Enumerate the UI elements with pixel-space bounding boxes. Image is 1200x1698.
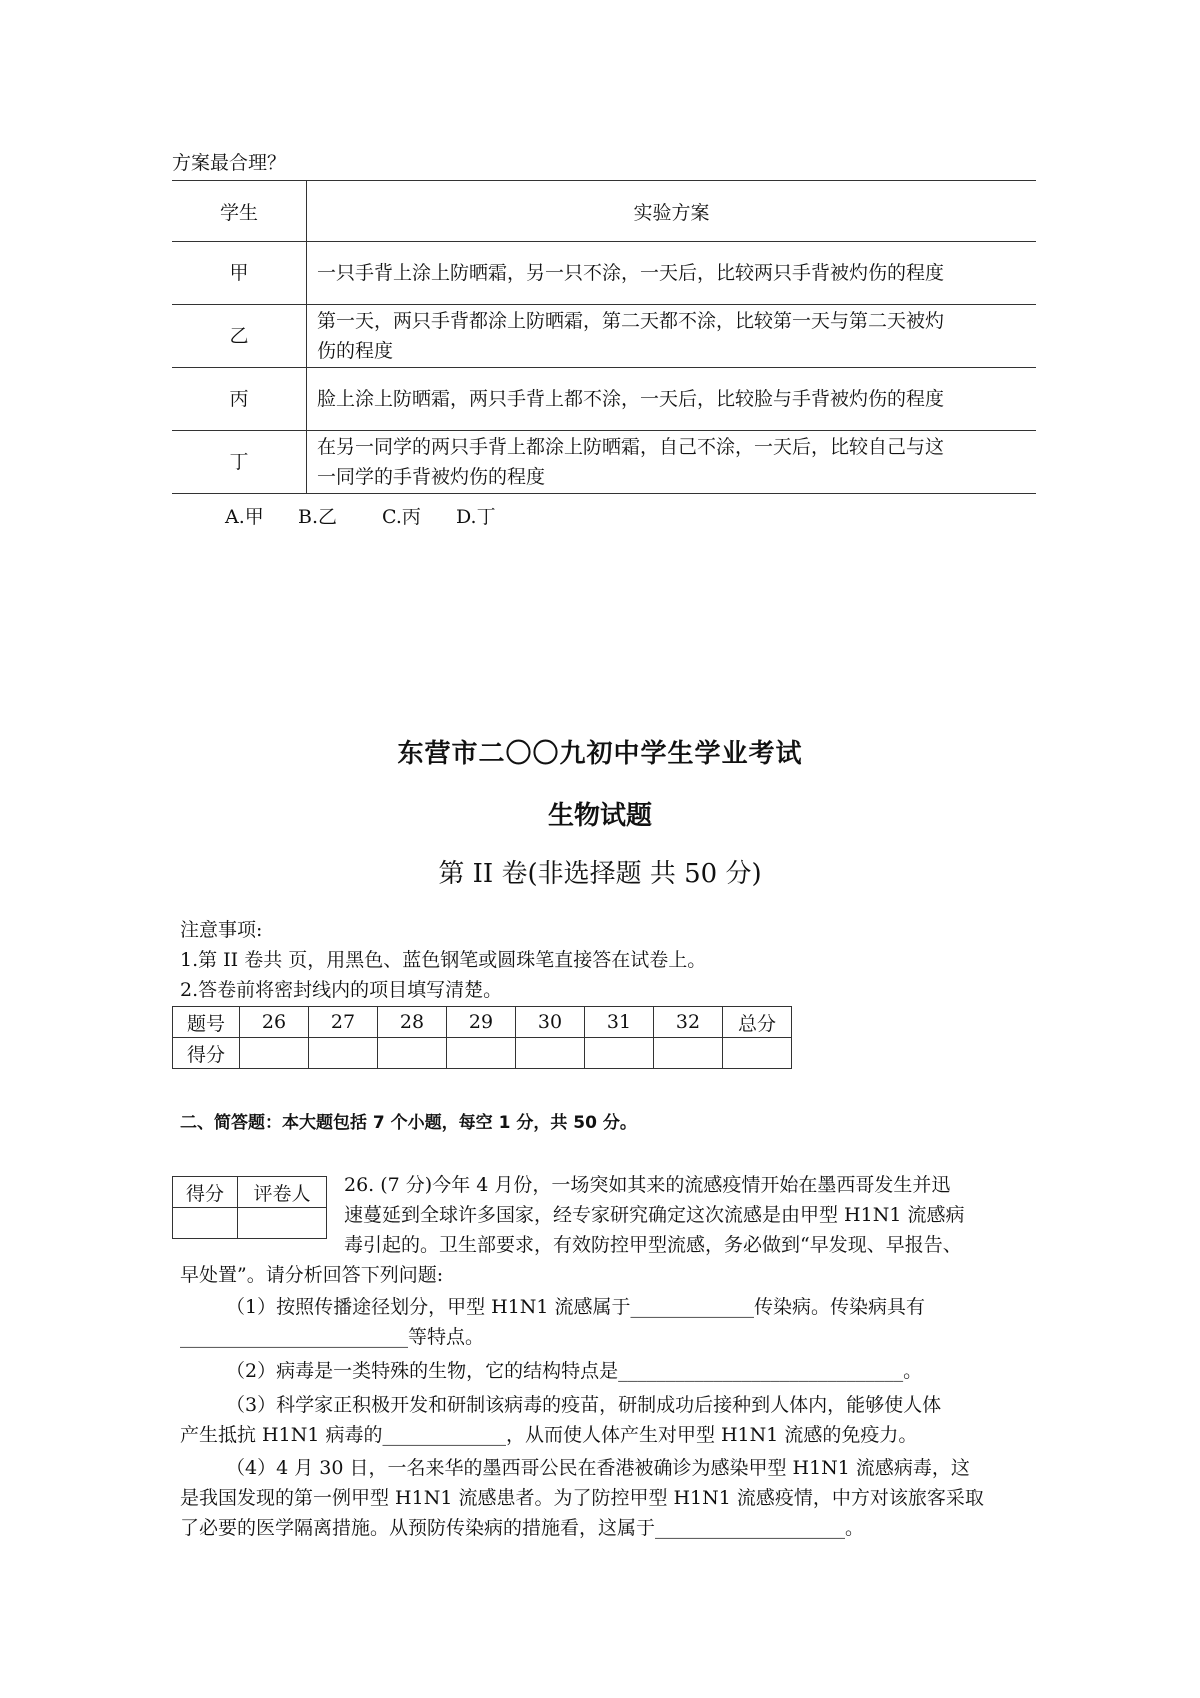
score-cell: 总分 bbox=[723, 1007, 792, 1038]
grader-row bbox=[173, 1208, 327, 1239]
section-title: 第 II 卷(非选择题 共 50 分) bbox=[438, 859, 762, 889]
score-input-cell[interactable] bbox=[240, 1038, 309, 1069]
score-cell: 28 bbox=[378, 1007, 447, 1038]
score-input-cell[interactable] bbox=[447, 1038, 516, 1069]
plan-cell bbox=[307, 431, 1037, 494]
plan-cell bbox=[307, 305, 1037, 368]
grader-name-label: 评卷人 bbox=[238, 1177, 327, 1208]
notes-item-1: 1.第 II 卷共 页，用黑色、蓝色钢笔或圆珠笔直接答在试卷上。 bbox=[180, 949, 707, 971]
q26-sub3-line-1: （3）科学家正积极开发和研制该病毒的疫苗，研制成功后接种到人体内，能够使人体 bbox=[226, 1394, 942, 1416]
q26-sub1-line-1: （1）按照传播途径划分，甲型 H1N1 流感属于_____________传染病。传染病具有 bbox=[226, 1296, 926, 1318]
score-cell: 30 bbox=[516, 1007, 585, 1038]
table-row bbox=[172, 431, 1036, 494]
subject-title: 生物试题 bbox=[547, 801, 652, 831]
plan-line: 一只手背上涂上防晒霜，另一只不涂，一天后，比较两只手背被灼伤的程度 bbox=[317, 262, 945, 284]
q26-line-4: 早处置”。请分析回答下列问题: bbox=[180, 1264, 444, 1286]
score-cell: 题号 bbox=[173, 1007, 240, 1038]
score-cell: 32 bbox=[654, 1007, 723, 1038]
student-cell: 甲 bbox=[172, 242, 307, 305]
score-input-cell[interactable] bbox=[585, 1038, 654, 1069]
plan-line: 伤的程度 bbox=[317, 340, 394, 362]
grader-row bbox=[173, 1177, 327, 1208]
grader-score-label: 得分 bbox=[173, 1177, 238, 1208]
experiment-table-header bbox=[172, 181, 1036, 242]
plan-line: 在另一同学的两只手背上都涂上防晒霜，自己不涂，一天后，比较自己与这 bbox=[317, 436, 945, 458]
score-table bbox=[172, 1006, 792, 1069]
option-d: D.丁 bbox=[456, 506, 496, 528]
grader-name-input[interactable] bbox=[238, 1208, 327, 1239]
plan-line: 第一天，两只手背都涂上防晒霜，第二天都不涂，比较第一天与第二天被灼 bbox=[317, 310, 945, 332]
q26-line-1: 26. (7 分)今年 4 月份，一场突如其来的流感疫情开始在墨西哥发生并迅 bbox=[344, 1174, 951, 1196]
option-c: C.丙 bbox=[382, 506, 421, 528]
q26-line-2: 速蔓延到全球许多国家，经专家研究确定这次流感是由甲型 H1N1 流感病 bbox=[344, 1204, 965, 1226]
exam-title: 东营市二〇〇九初中学生学业考试 bbox=[397, 739, 803, 769]
notes-heading: 注意事项: bbox=[180, 919, 263, 941]
grader-table bbox=[172, 1176, 327, 1239]
q26-sub1-line-2: ________________________等特点。 bbox=[180, 1326, 485, 1348]
grader-score-input[interactable] bbox=[173, 1208, 238, 1239]
plan-cell bbox=[307, 368, 1037, 431]
student-cell: 丙 bbox=[172, 368, 307, 431]
experiment-table bbox=[172, 180, 1036, 494]
score-table-row bbox=[173, 1007, 792, 1038]
q26-sub4-line-3: 了必要的医学隔离措施。从预防传染病的措施看，这属于____________________。 bbox=[180, 1517, 865, 1539]
table-row bbox=[172, 305, 1036, 368]
score-label-cell: 得分 bbox=[173, 1038, 240, 1069]
score-input-cell[interactable] bbox=[378, 1038, 447, 1069]
q26-sub2-line-1: （2）病毒是一类特殊的生物，它的结构特点是______________________________。 bbox=[226, 1360, 923, 1382]
table-row bbox=[172, 242, 1036, 305]
intro-line: 方案最合理？ bbox=[172, 152, 287, 174]
header-student: 学生 bbox=[172, 181, 307, 242]
option-b: B.乙 bbox=[298, 506, 338, 528]
student-cell: 丁 bbox=[172, 431, 307, 494]
score-input-cell[interactable] bbox=[516, 1038, 585, 1069]
notes-item-2: 2.答卷前将密封线内的项目填写清楚。 bbox=[180, 979, 503, 1001]
score-cell: 31 bbox=[585, 1007, 654, 1038]
score-table-row bbox=[173, 1038, 792, 1069]
score-input-cell[interactable] bbox=[309, 1038, 378, 1069]
score-input-cell[interactable] bbox=[654, 1038, 723, 1069]
q26-sub4-line-1: （4）4 月 30 日，一名来华的墨西哥公民在香港被确诊为感染甲型 H1N1 流感病毒，这 bbox=[226, 1457, 970, 1479]
plan-line: 一同学的手背被灼伤的程度 bbox=[317, 466, 546, 488]
plan-cell bbox=[307, 242, 1037, 305]
score-cell: 29 bbox=[447, 1007, 516, 1038]
score-cell: 26 bbox=[240, 1007, 309, 1038]
q26-sub4-line-2: 是我国发现的第一例甲型 H1N1 流感患者。为了防控甲型 H1N1 流感疫情，中方对该旅客采取 bbox=[180, 1487, 984, 1509]
section-heading: 二、简答题：本大题包括 7 个小题，每空 1 分，共 50 分。 bbox=[180, 1113, 637, 1133]
student-cell: 乙 bbox=[172, 305, 307, 368]
q26-sub3-line-2: 产生抵抗 H1N1 病毒的_____________，从而使人体产生对甲型 H1N1 流感的免疫力。 bbox=[180, 1424, 918, 1446]
option-a: A.甲 bbox=[225, 506, 264, 528]
q26-line-3: 毒引起的。卫生部要求，有效防控甲型流感，务必做到“早发现、早报告、 bbox=[344, 1234, 962, 1256]
plan-line: 脸上涂上防晒霜，两只手背上都不涂，一天后，比较脸与手背被灼伤的程度 bbox=[317, 388, 945, 410]
header-plan: 实验方案 bbox=[307, 181, 1037, 242]
score-cell: 27 bbox=[309, 1007, 378, 1038]
score-input-cell[interactable] bbox=[723, 1038, 792, 1069]
table-row bbox=[172, 368, 1036, 431]
